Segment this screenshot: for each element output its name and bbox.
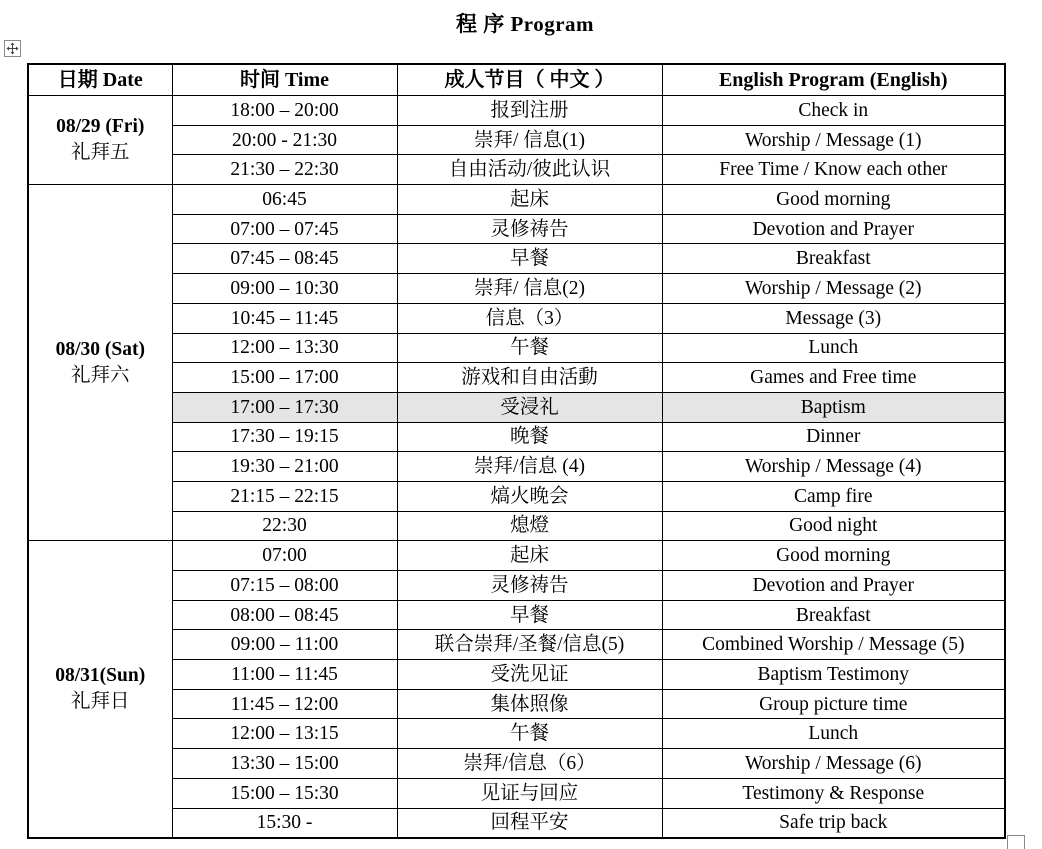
header-chinese-program: 成人节目（ 中文 ）	[397, 64, 662, 96]
english-program-cell: Lunch	[662, 333, 1005, 363]
english-program-cell: Group picture time	[662, 689, 1005, 719]
chinese-program-cell: 起床	[397, 541, 662, 571]
table-row	[28, 660, 1005, 690]
table-row	[28, 422, 1005, 452]
english-program-cell: Devotion and Prayer	[662, 214, 1005, 244]
program-body	[28, 96, 1005, 839]
move-arrows-icon	[6, 42, 19, 55]
table-row	[28, 481, 1005, 511]
chinese-program-cell: 游戏和自由活動	[397, 363, 662, 393]
time-cell: 09:00 – 10:30	[172, 274, 397, 304]
time-cell: 07:00	[172, 541, 397, 571]
chinese-program-cell: 崇拜/信息（6）	[397, 749, 662, 779]
table-row	[28, 719, 1005, 749]
table-row	[28, 749, 1005, 779]
english-program-cell: Lunch	[662, 719, 1005, 749]
time-cell: 07:15 – 08:00	[172, 571, 397, 601]
time-cell: 13:30 – 15:00	[172, 749, 397, 779]
chinese-program-cell: 午餐	[397, 333, 662, 363]
table-row	[28, 571, 1005, 601]
date-english: 08/31(Sun)	[55, 665, 146, 687]
english-program-cell: Message (3)	[662, 303, 1005, 333]
table-row	[28, 155, 1005, 185]
table-row	[28, 392, 1005, 422]
time-cell: 15:00 – 15:30	[172, 778, 397, 808]
chinese-program-cell: 早餐	[397, 600, 662, 630]
english-program-cell: Breakfast	[662, 244, 1005, 274]
english-program-cell: Check in	[662, 96, 1005, 126]
time-cell: 08:00 – 08:45	[172, 600, 397, 630]
date-chinese: 礼拜日	[70, 691, 130, 713]
table-row	[28, 363, 1005, 393]
chinese-program-cell: 熄燈	[397, 511, 662, 541]
date-english: 08/29 (Fri)	[56, 116, 145, 138]
time-cell: 07:45 – 08:45	[172, 244, 397, 274]
chinese-program-cell: 见证与回应	[397, 778, 662, 808]
time-cell: 09:00 – 11:00	[172, 630, 397, 660]
header-row	[28, 64, 1005, 96]
english-program-cell: Worship / Message (1)	[662, 125, 1005, 155]
time-cell: 22:30	[172, 511, 397, 541]
table-row	[28, 808, 1005, 838]
english-program-cell: Worship / Message (6)	[662, 749, 1005, 779]
table-row	[28, 452, 1005, 482]
chinese-program-cell: 联合崇拜/圣餐/信息(5)	[397, 630, 662, 660]
chinese-program-cell: 崇拜/信息 (4)	[397, 452, 662, 482]
table-row	[28, 600, 1005, 630]
table-row	[28, 541, 1005, 571]
table-row	[28, 333, 1005, 363]
time-cell: 17:30 – 19:15	[172, 422, 397, 452]
english-program-cell: Good night	[662, 511, 1005, 541]
time-cell: 11:00 – 11:45	[172, 660, 397, 690]
date-cell	[28, 185, 172, 541]
time-cell: 21:15 – 22:15	[172, 481, 397, 511]
chinese-program-cell: 崇拜/ 信息(2)	[397, 274, 662, 304]
date-cell	[28, 541, 172, 838]
table-row	[28, 244, 1005, 274]
header-time: 时间 Time	[172, 64, 397, 96]
chinese-program-cell: 灵修祷告	[397, 214, 662, 244]
table-row	[28, 511, 1005, 541]
english-program-cell: Devotion and Prayer	[662, 571, 1005, 601]
program-table	[27, 63, 1006, 839]
header-date: 日期 Date	[28, 64, 172, 96]
table-row	[28, 630, 1005, 660]
chinese-program-cell: 午餐	[397, 719, 662, 749]
time-cell: 19:30 – 21:00	[172, 452, 397, 482]
time-cell: 12:00 – 13:30	[172, 333, 397, 363]
time-cell: 06:45	[172, 185, 397, 215]
date-cell	[28, 96, 172, 185]
date-english: 08/30 (Sat)	[55, 338, 145, 360]
english-program-cell: Free Time / Know each other	[662, 155, 1005, 185]
chinese-program-cell: 起床	[397, 185, 662, 215]
table-row	[28, 214, 1005, 244]
english-program-cell: Good morning	[662, 541, 1005, 571]
chinese-program-cell: 晚餐	[397, 422, 662, 452]
table-row	[28, 778, 1005, 808]
english-program-cell: Games and Free time	[662, 363, 1005, 393]
english-program-cell: Testimony & Response	[662, 778, 1005, 808]
table-row	[28, 96, 1005, 126]
english-program-cell: Worship / Message (4)	[662, 452, 1005, 482]
english-program-cell: Dinner	[662, 422, 1005, 452]
header-english-program: English Program (English)	[662, 64, 1005, 96]
chinese-program-cell: 信息（3）	[397, 303, 662, 333]
time-cell: 15:00 – 17:00	[172, 363, 397, 393]
chinese-program-cell: 自由活动/彼此认识	[397, 155, 662, 185]
time-cell: 11:45 – 12:00	[172, 689, 397, 719]
table-row	[28, 274, 1005, 304]
chinese-program-cell: 回程平安	[397, 808, 662, 838]
chinese-program-cell: 早餐	[397, 244, 662, 274]
time-cell: 12:00 – 13:15	[172, 719, 397, 749]
time-cell: 07:00 – 07:45	[172, 214, 397, 244]
english-program-cell: Safe trip back	[662, 808, 1005, 838]
time-cell: 21:30 – 22:30	[172, 155, 397, 185]
english-program-cell: Good morning	[662, 185, 1005, 215]
chinese-program-cell: 集体照像	[397, 689, 662, 719]
time-cell: 18:00 – 20:00	[172, 96, 397, 126]
chinese-program-cell: 崇拜/ 信息(1)	[397, 125, 662, 155]
table-row	[28, 303, 1005, 333]
english-program-cell: Camp fire	[662, 481, 1005, 511]
table-move-handle[interactable]	[4, 40, 21, 57]
date-chinese: 礼拜六	[70, 364, 130, 386]
table-row	[28, 125, 1005, 155]
chinese-program-cell: 报到注册	[397, 96, 662, 126]
time-cell: 15:30 -	[172, 808, 397, 838]
table-row	[28, 185, 1005, 215]
chinese-program-cell: 熇火晚会	[397, 481, 662, 511]
chinese-program-cell: 受浸礼	[397, 392, 662, 422]
time-cell: 20:00 - 21:30	[172, 125, 397, 155]
table-row	[28, 689, 1005, 719]
chinese-program-cell: 灵修祷告	[397, 571, 662, 601]
date-chinese: 礼拜五	[70, 142, 130, 164]
english-program-cell: Baptism	[662, 392, 1005, 422]
english-program-cell: Baptism Testimony	[662, 660, 1005, 690]
english-program-cell: Breakfast	[662, 600, 1005, 630]
chinese-program-cell: 受洗见证	[397, 660, 662, 690]
time-cell: 10:45 – 11:45	[172, 303, 397, 333]
english-program-cell: Combined Worship / Message (5)	[662, 630, 1005, 660]
english-program-cell: Worship / Message (2)	[662, 274, 1005, 304]
page-title: 程 序 Program	[455, 12, 595, 36]
time-cell: 17:00 – 17:30	[172, 392, 397, 422]
